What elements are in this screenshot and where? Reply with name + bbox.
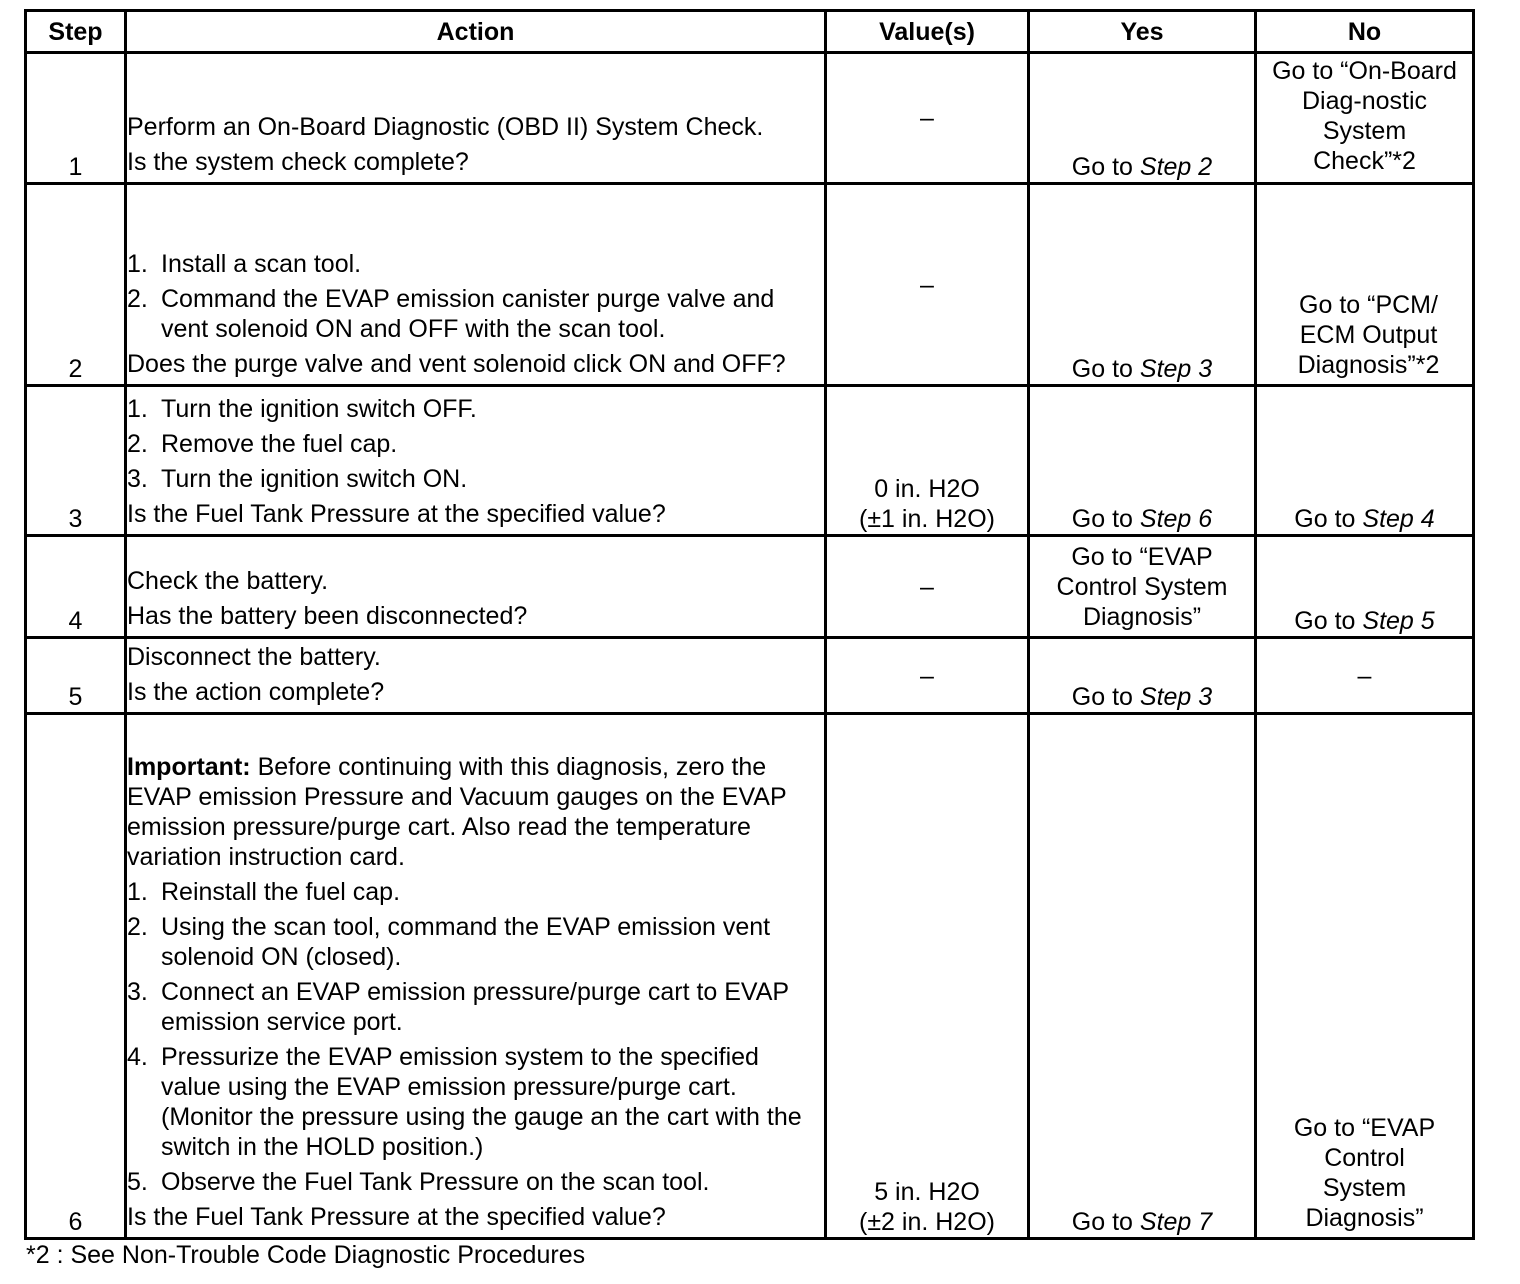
no-step-ref: Step 4 [1362,505,1435,533]
step-number: 5 [26,638,126,714]
yes-prefix: Go to [1071,153,1133,181]
value-cell: – [826,536,1029,638]
action-text: Check the battery. [127,567,329,595]
no-cell [1256,386,1474,536]
value-cell: – [826,184,1029,386]
yes-step-ref: Step 2 [1139,153,1213,181]
list-item [127,394,824,424]
action-cell [126,386,826,536]
no-text: Go to “On-Board Diag-nostic System Check”*2 [1272,57,1457,175]
list-number: 1. [127,395,148,423]
list-item [127,877,824,907]
step-number: 1 [26,53,126,184]
action-question: Is the system check complete? [127,148,469,176]
list-number: 4. [127,1043,148,1071]
list-number: 1. [127,250,148,278]
value-tolerance: (±2 in. H2O) [859,1208,995,1236]
list-item [127,464,824,494]
yes-prefix: Go to [1071,505,1133,533]
list-item [127,249,824,279]
header-values: Value(s) [826,11,1029,53]
value-cell [826,386,1029,536]
no-cell: – [1256,638,1474,714]
table-row [26,714,1474,1239]
action-cell [126,714,826,1239]
no-prefix: Go to [1294,505,1356,533]
table-row [26,536,1474,638]
header-yes: Yes [1029,11,1256,53]
step-number: 3 [26,386,126,536]
list-number: 2. [127,430,148,458]
important-label: Important: [127,753,251,781]
yes-step-ref: Step 3 [1139,683,1213,711]
list-number: 1. [127,878,148,906]
table-row [26,53,1474,184]
action-question: Is the Fuel Tank Pressure at the specified value? [127,500,666,528]
list-item [127,284,824,344]
list-text: Turn the ignition switch OFF. [161,395,477,423]
action-cell [126,184,826,386]
header-no: No [1256,11,1474,53]
value-cell [826,714,1029,1239]
table-row [26,184,1474,386]
action-question: Has the battery been disconnected? [127,602,528,630]
list-item [127,977,824,1037]
table-row [26,386,1474,536]
step-number: 6 [26,714,126,1239]
no-cell [1256,714,1474,1239]
list-text: Pressurize the EVAP emission system to the specified value using the EVAP emission pressure/purge cart. (Monitor the pressure using the gauge an the cart with the switch in the HOLD position.) [161,1043,802,1161]
value-primary: 5 in. H2O [874,1178,980,1206]
diagnostic-table [24,9,1475,1240]
action-text: Perform an On-Board Diagnostic (OBD II) System Check. [127,113,764,141]
list-item [127,1167,824,1197]
value-cell: – [826,53,1029,184]
action-text: Disconnect the battery. [127,643,381,671]
no-cell [1256,184,1474,386]
no-step-ref: Step 5 [1362,607,1435,635]
action-cell [126,53,826,184]
no-text: Go to “PCM/ ECM Output Diagnosis”*2 [1297,291,1440,379]
yes-cell [1029,386,1256,536]
list-number: 3. [127,978,148,1006]
yes-step-ref: Step 3 [1139,355,1213,383]
yes-cell [1029,638,1256,714]
yes-cell [1029,536,1256,638]
value-tolerance: (±1 in. H2O) [859,505,995,533]
list-number: 2. [127,913,148,941]
yes-prefix: Go to [1071,1208,1133,1236]
list-number: 2. [127,285,148,313]
important-text: Before continuing with this diagnosis, zero the EVAP emission Pressure and Vacuum gauges on the EVAP emission pressure/purge cart. Also read the temperature variation instruction card. [127,753,787,871]
step-number: 2 [26,184,126,386]
no-cell [1256,536,1474,638]
yes-cell [1029,53,1256,184]
yes-prefix: Go to [1071,355,1133,383]
list-number: 3. [127,465,148,493]
no-text: Go to “EVAP Control System Diagnosis” [1293,1114,1436,1232]
list-item [127,1042,824,1162]
list-text: Install a scan tool. [161,250,362,278]
action-question: Does the purge valve and vent solenoid click ON and OFF? [127,350,786,378]
header-row [26,11,1474,53]
no-cell [1256,53,1474,184]
yes-step-ref: Step 7 [1139,1208,1213,1236]
step-number: 4 [26,536,126,638]
yes-cell [1029,184,1256,386]
action-question: Is the action complete? [127,678,385,706]
yes-step-ref: Step 6 [1139,505,1213,533]
no-prefix: Go to [1294,607,1356,635]
header-action: Action [126,11,826,53]
list-item [127,912,824,972]
important-note [127,752,824,872]
header-step: Step [26,11,126,53]
list-text: Reinstall the fuel cap. [161,878,401,906]
list-text: Using the scan tool, command the EVAP emission vent solenoid ON (closed). [161,913,771,971]
value-primary: 0 in. H2O [874,475,980,503]
action-cell [126,536,826,638]
yes-prefix: Go to [1071,683,1133,711]
yes-text: Go to “EVAP Control System Diagnosis” [1056,543,1228,631]
value-cell: – [826,638,1029,714]
action-cell [126,638,826,714]
action-question: Is the Fuel Tank Pressure at the specified value? [127,1203,666,1231]
list-text: Turn the ignition switch ON. [161,465,468,493]
list-text: Command the EVAP emission canister purge valve and vent solenoid ON and OFF with the scan tool. [161,285,775,343]
list-text: Connect an EVAP emission pressure/purge cart to EVAP emission service port. [161,978,789,1036]
yes-cell [1029,714,1256,1239]
list-item [127,429,824,459]
list-text: Remove the fuel cap. [161,430,398,458]
list-text: Observe the Fuel Tank Pressure on the scan tool. [161,1168,710,1196]
list-number: 5. [127,1168,148,1196]
table-row [26,638,1474,714]
footnote: *2 : See Non-Trouble Code Diagnostic Procedures [26,1241,586,1269]
